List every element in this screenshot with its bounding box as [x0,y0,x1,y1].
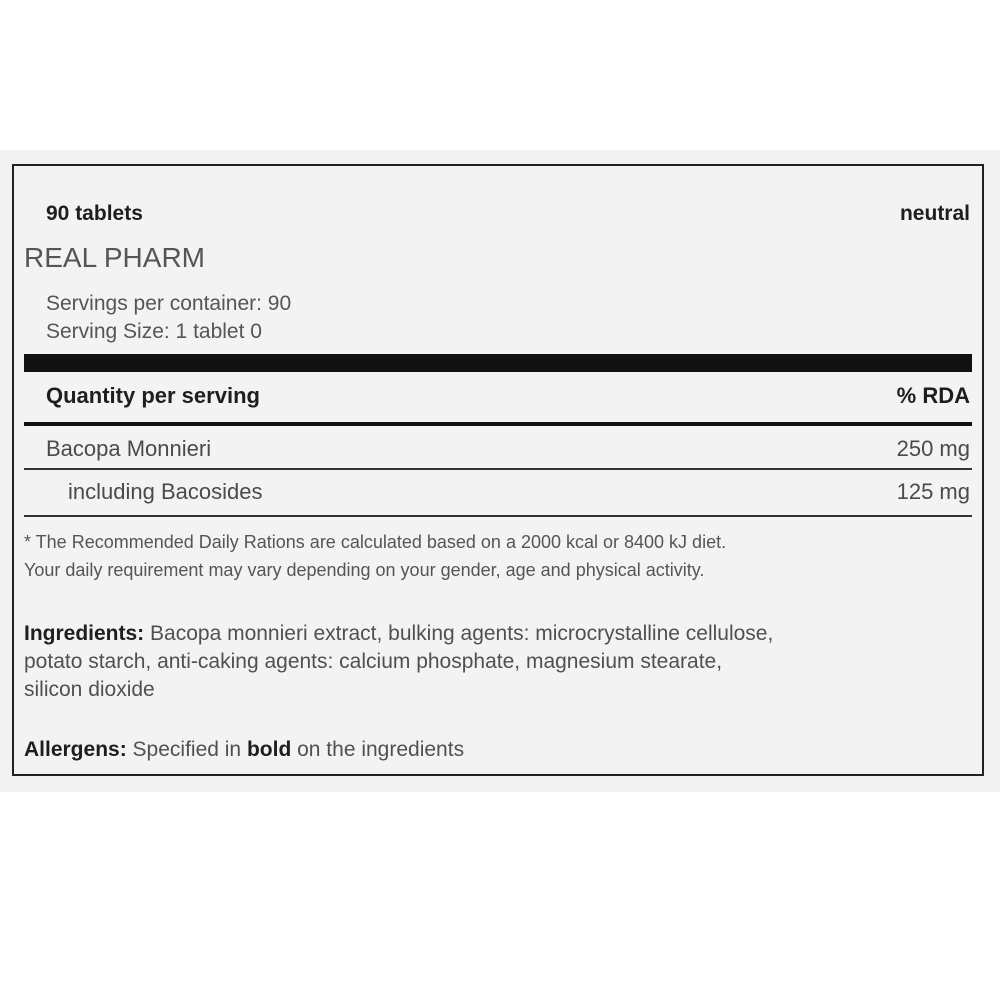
row-divider [24,468,972,470]
serving-size: Serving Size: 1 tablet 0 [46,320,262,343]
footnote-line: Your daily requirement may vary depending on your gender, age and physical activity. [24,560,705,580]
allergens-text: on the ingredients [291,738,465,761]
footnote-line: * The Recommended Daily Rations are calculated based on a 2000 kcal or 8400 kJ diet. [24,532,727,552]
ingredients-line: potato starch, anti-caking agents: calcium phosphate, magnesium stearate, [24,650,723,673]
pack-size: 90 tablets [46,202,143,225]
ingredients-line: silicon dioxide [24,678,155,701]
ingredients-label: Ingredients: [24,622,145,645]
table-header-quantity: Quantity per serving [46,383,260,408]
table-row-name: including Bacosides [68,479,263,504]
allergens-text: Specified in [126,738,247,761]
brand-name: REAL PHARM [24,242,206,273]
table-row-amount: 250 mg [896,436,970,461]
servings-per-container: Servings per container: 90 [46,292,292,315]
allergens-label: Allergens: [24,738,127,761]
flavor: neutral [899,202,970,225]
table-bottom-divider [24,515,972,517]
allergens-line [24,738,464,762]
nutrition-label [12,164,984,776]
table-row-amount: 125 mg [896,479,970,504]
table-header-rda: % RDA [896,383,970,408]
ingredients-line [24,622,773,646]
allergens-bold-word: bold [246,738,292,761]
ingredients-text: Bacopa monnieri extract, bulking agents: microcrystalline cellulose, [144,622,774,645]
table-row-name: Bacopa Monnieri [46,436,212,461]
header-divider [24,422,972,426]
thick-divider [24,354,972,372]
